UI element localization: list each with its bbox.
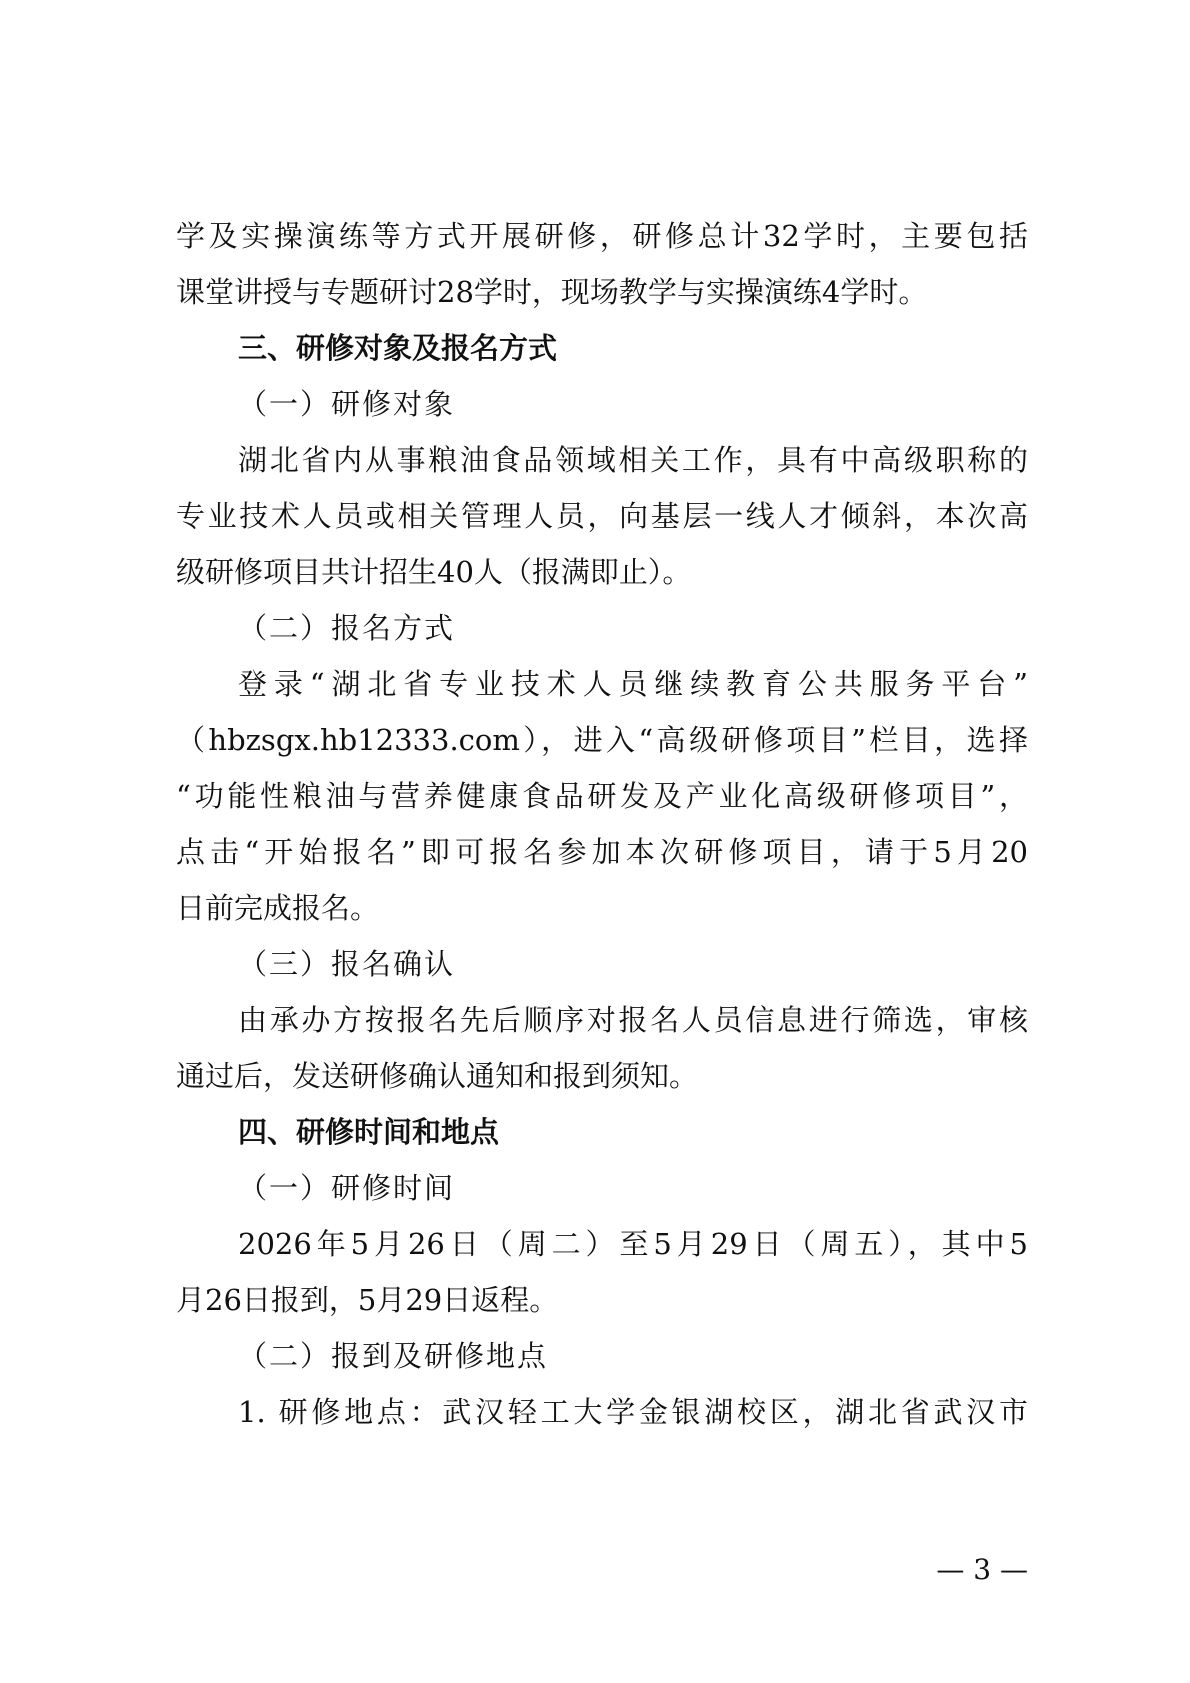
paragraph-line: 课堂讲授与专题研讨28学时，现场教学与实操演练4学时。 [176,275,928,309]
paragraph-line: 通过后，发送研修确认通知和报到须知。 [176,1059,699,1093]
paragraph-line: 级研修项目共计招生40人（报满即止）。 [176,555,692,589]
paragraph-line: 专业技术人员或相关管理人员，向基层一线人才倾斜，本次高 [176,499,1028,533]
page-number: — 3 — [936,1553,1028,1586]
subsection-heading: （一）研修对象 [238,387,456,421]
section-heading: 四、研修时间和地点 [238,1115,500,1149]
paragraph-line: 2026年5月26日（周二）至5月29日（周五），其中5 [238,1227,1028,1261]
subsection-heading: （二）报名方式 [238,611,456,645]
paragraph-line: “功能性粮油与营养健康食品研发及产业化高级研修项目”， [176,779,1028,813]
paragraph-line: 登录“湖北省专业技术人员继续教育公共服务平台” [238,667,1028,701]
subsection-heading: （一）研修时间 [238,1171,456,1205]
paragraph-line: 由承办方按报名先后顺序对报名人员信息进行筛选，审核 [238,1003,1028,1037]
paragraph-line: （hbzsgx.hb12333.com），进入“高级研修项目”栏目，选择 [176,723,1028,757]
paragraph-line: 日前完成报名。 [176,891,380,925]
paragraph-line: 湖北省内从事粮油食品领域相关工作，具有中高级职称的 [238,443,1028,477]
subsection-heading: （三）报名确认 [238,947,456,981]
section-heading: 三、研修对象及报名方式 [238,331,558,365]
paragraph-line: 学及实操演练等方式开展研修，研修总计32学时，主要包括 [176,219,1028,253]
paragraph-line: 月26日报到，5月29日返程。 [176,1283,559,1317]
paragraph-line: 点击“开始报名”即可报名参加本次研修项目，请于5月20 [176,835,1028,869]
subsection-heading: （二）报到及研修地点 [238,1339,549,1373]
paragraph-line: 1. 研修地点：武汉轻工大学金银湖校区，湖北省武汉市 [238,1395,1028,1429]
